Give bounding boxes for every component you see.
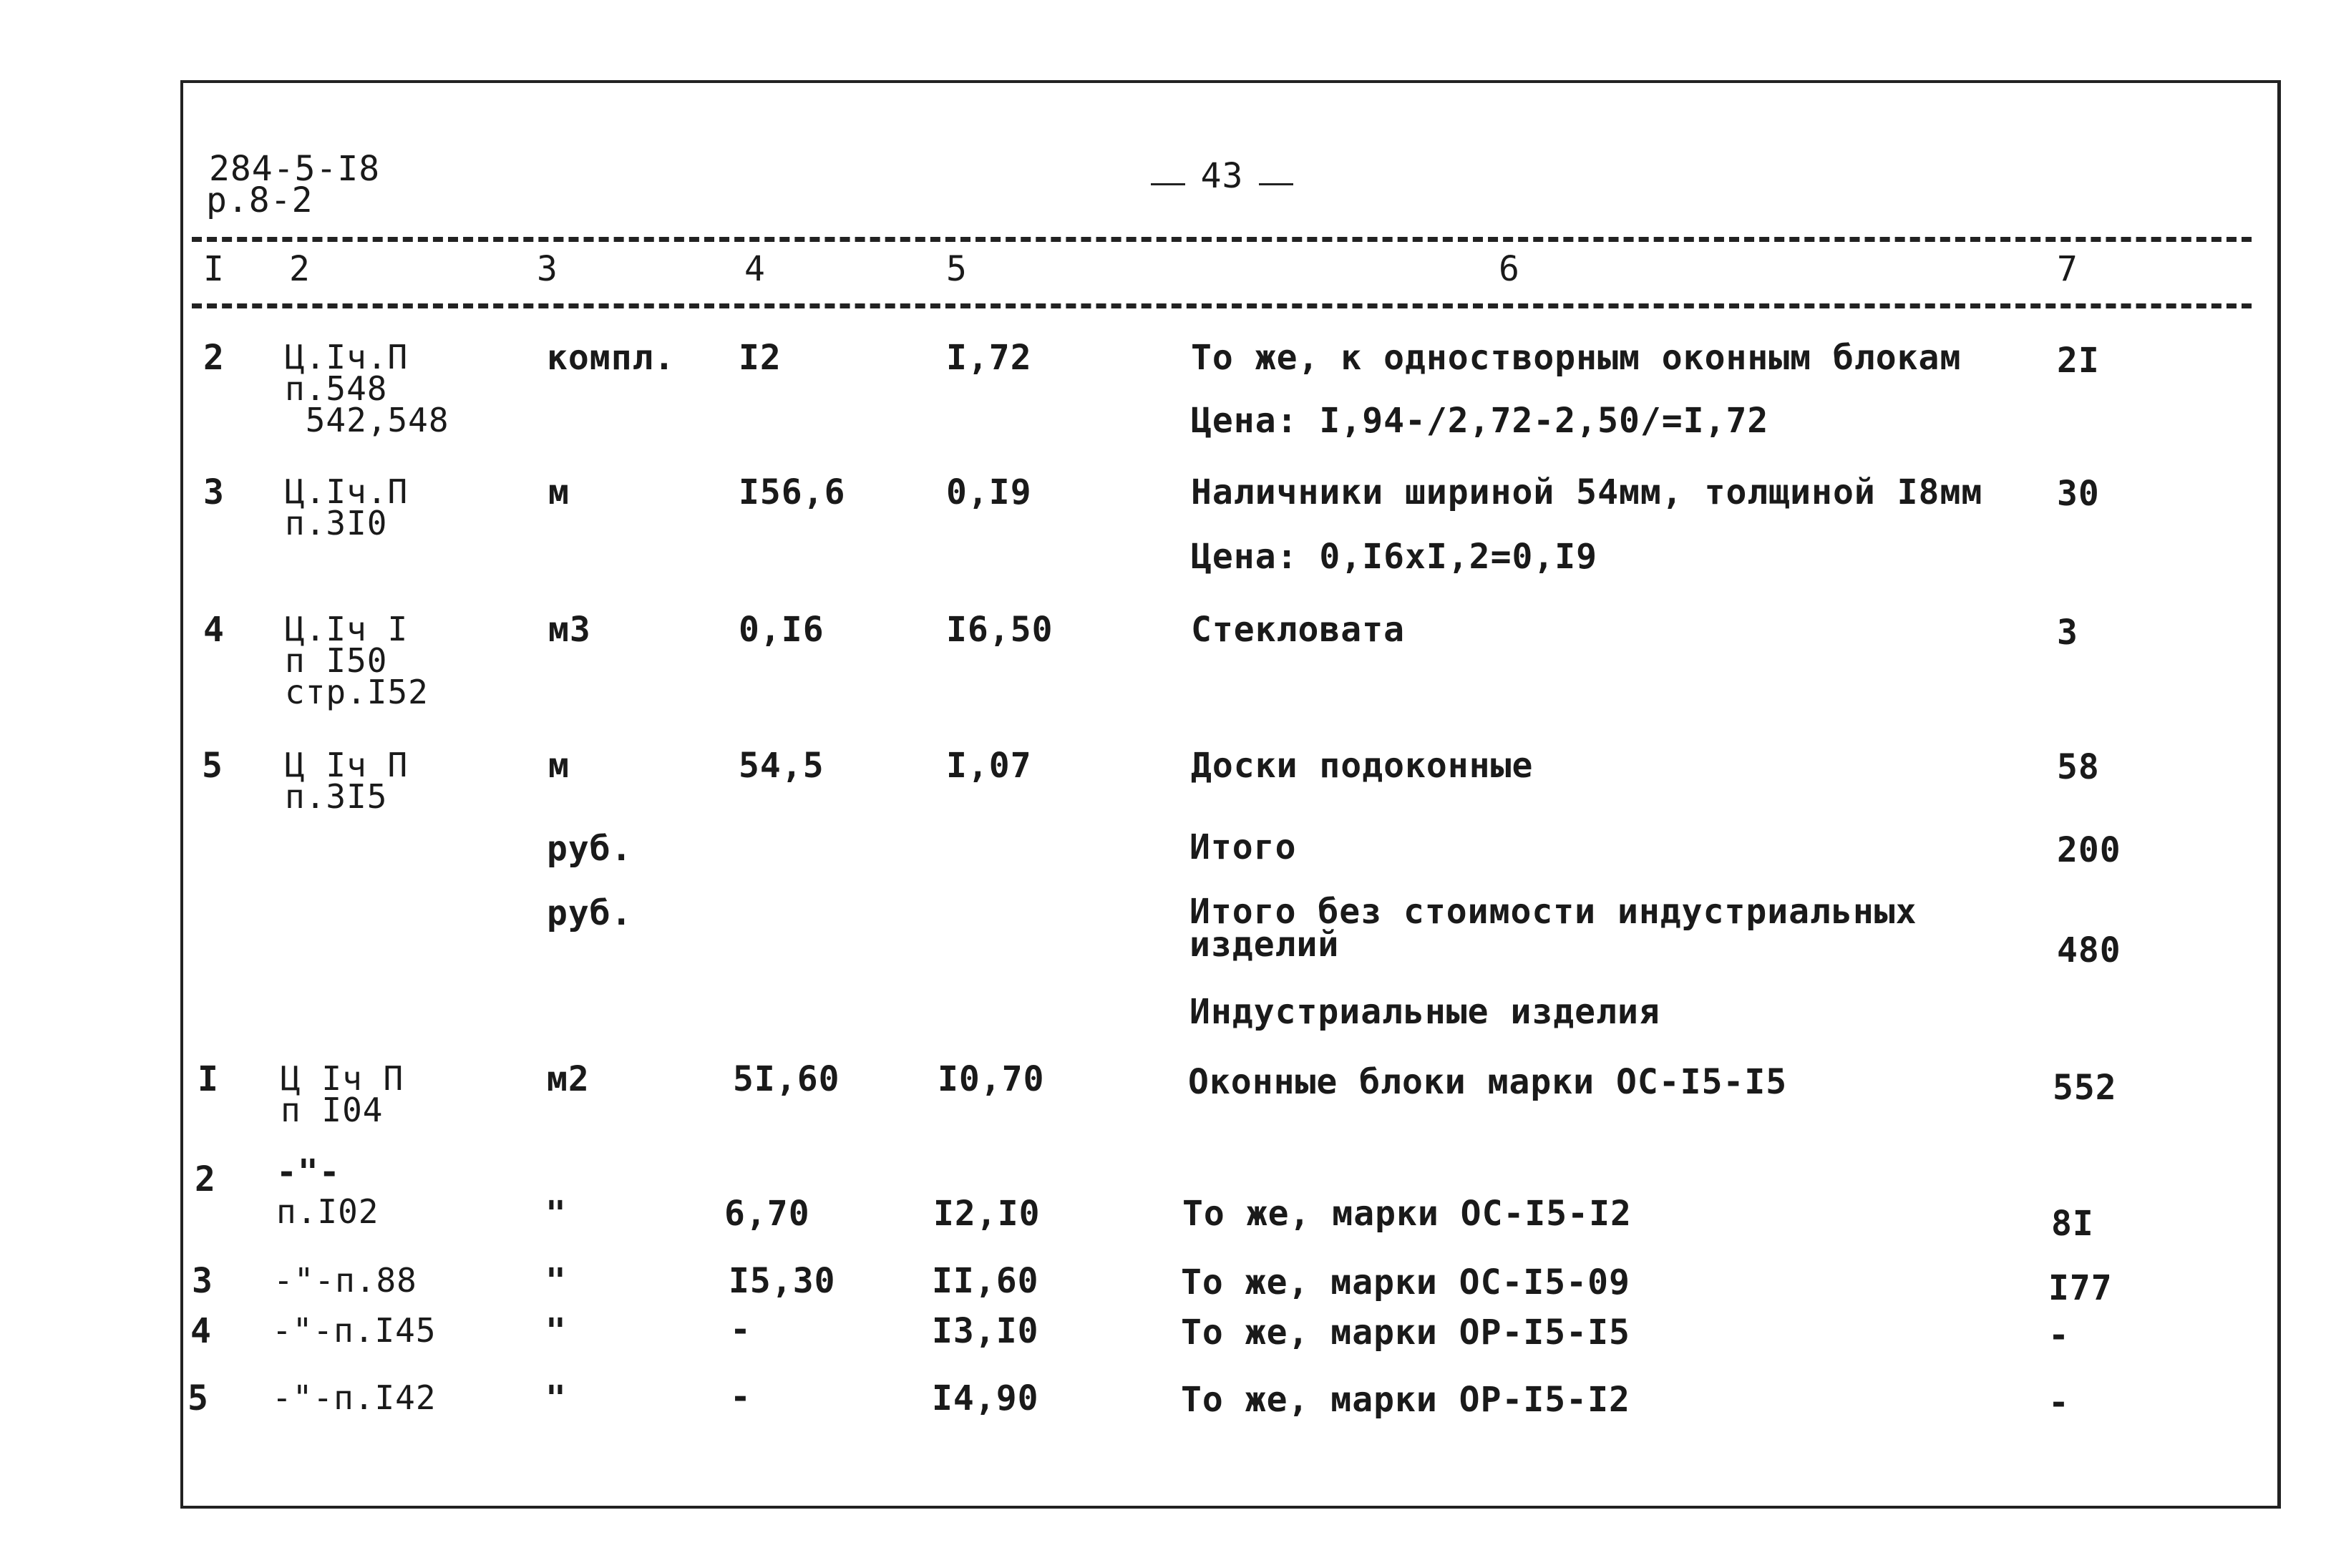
cell-unit: " bbox=[545, 1378, 567, 1418]
cell-unit: м bbox=[548, 472, 570, 512]
cell-total: 30 bbox=[2057, 474, 2100, 514]
col-header-3: 3 bbox=[537, 249, 558, 289]
cell-total: 3 bbox=[2057, 613, 2078, 653]
cell-desc: То же, марки ОР-I5-I5 bbox=[1181, 1313, 1630, 1353]
cell-unit: " bbox=[545, 1311, 567, 1351]
cell-ref: стр.I52 bbox=[285, 673, 429, 711]
col-header-5: 5 bbox=[946, 249, 968, 289]
doc-part: р.8-2 bbox=[206, 180, 313, 220]
cell-unit: м2 bbox=[547, 1059, 590, 1099]
cell-price: I2,I0 bbox=[933, 1194, 1041, 1234]
col-header-4: 4 bbox=[744, 249, 766, 289]
cell-ref: Ц Iч П bbox=[285, 746, 409, 784]
cell-unit: компл. bbox=[547, 338, 676, 378]
cell-qty: I2 bbox=[739, 338, 782, 378]
cell-ref: 542,548 bbox=[285, 401, 449, 439]
cell-total: 200 bbox=[2057, 830, 2121, 870]
doc-code: 284-5-I8 bbox=[209, 149, 381, 189]
header-rule-top bbox=[192, 237, 2252, 242]
cell-price: I0,70 bbox=[938, 1059, 1045, 1099]
cell-unit: м3 bbox=[548, 610, 591, 650]
cell-num: 5 bbox=[202, 746, 223, 786]
cell-num: 5 bbox=[188, 1378, 209, 1418]
page-number-block bbox=[1151, 156, 1293, 196]
cell-ref: п.548 bbox=[285, 369, 388, 408]
cell-num: 2 bbox=[195, 1159, 216, 1199]
cell-desc: Доски подоконные bbox=[1191, 746, 1534, 786]
cell-qty: - bbox=[730, 1310, 751, 1350]
cell-ref: Ц Iч П bbox=[281, 1059, 404, 1098]
cell-qty: 0,I6 bbox=[739, 610, 824, 650]
cell-num: 3 bbox=[203, 472, 225, 512]
cell-desc: То же, марки ОР-I5-I2 bbox=[1181, 1380, 1630, 1420]
cell-price: I,72 bbox=[946, 338, 1032, 378]
cell-ref: Ц.Iч.П bbox=[285, 338, 409, 376]
col-header-6: 6 bbox=[1499, 249, 1520, 289]
dash-right bbox=[1259, 183, 1293, 185]
cell-total: - bbox=[2048, 1383, 2070, 1423]
cell-price: I3,I0 bbox=[932, 1311, 1039, 1351]
cell-unit: " bbox=[545, 1261, 567, 1301]
cell-ref: -"-п.I42 bbox=[272, 1378, 437, 1417]
cell-ref: п.3I0 bbox=[285, 504, 388, 542]
cell-desc: То же, марки ОС-I5-09 bbox=[1181, 1262, 1630, 1302]
section-heading: Индустриальные изделия bbox=[1189, 992, 1660, 1032]
cell-price: I6,50 bbox=[946, 610, 1053, 650]
cell-desc: Цена: 0,I6xI,2=0,I9 bbox=[1191, 537, 1598, 577]
cell-price: II,60 bbox=[932, 1261, 1039, 1301]
col-header-1: I bbox=[203, 249, 225, 289]
cell-qty: 6,70 bbox=[724, 1194, 810, 1234]
cell-ref: -"-п.88 bbox=[273, 1261, 417, 1300]
cell-desc: Оконные блоки марки ОС-I5-I5 bbox=[1188, 1062, 1788, 1102]
cell-unit: " bbox=[545, 1194, 567, 1234]
cell-desc: изделий bbox=[1189, 925, 1340, 965]
cell-price: I,07 bbox=[946, 746, 1032, 786]
cell-ref: п I04 bbox=[281, 1091, 384, 1129]
cell-total: I77 bbox=[2048, 1268, 2113, 1308]
cell-num: 4 bbox=[190, 1311, 212, 1351]
cell-desc: Стекловата bbox=[1191, 610, 1405, 650]
cell-qty: I56,6 bbox=[739, 472, 846, 512]
cell-total: 8I bbox=[2051, 1204, 2094, 1244]
cell-ref: -"-п.I45 bbox=[272, 1311, 437, 1350]
cell-ref: п.I02 bbox=[276, 1192, 379, 1231]
cell-price: I4,90 bbox=[932, 1378, 1039, 1418]
cell-num: 4 bbox=[203, 610, 225, 650]
cell-total: 2I bbox=[2057, 341, 2100, 381]
cell-qty: 5I,60 bbox=[733, 1059, 840, 1099]
cell-num: I bbox=[198, 1059, 219, 1099]
col-header-2: 2 bbox=[289, 249, 311, 289]
cell-num: 2 bbox=[203, 338, 225, 378]
cell-num: 3 bbox=[192, 1261, 213, 1301]
cell-qty: 54,5 bbox=[739, 746, 824, 786]
cell-ref: -"- bbox=[276, 1152, 341, 1192]
cell-unit: м bbox=[548, 746, 570, 786]
col-header-7: 7 bbox=[2057, 249, 2078, 289]
cell-unit: руб. bbox=[547, 829, 633, 869]
cell-desc: Итого bbox=[1189, 827, 1297, 867]
cell-price: 0,I9 bbox=[946, 472, 1032, 512]
page-number: 43 bbox=[1200, 156, 1244, 196]
cell-qty: I5,30 bbox=[729, 1261, 836, 1301]
cell-desc: Цена: I,94-/2,72-2,50/=I,72 bbox=[1191, 401, 1769, 441]
header-rule-bottom bbox=[192, 303, 2252, 308]
cell-ref: Ц.Iч I bbox=[285, 610, 409, 648]
cell-total: 58 bbox=[2057, 747, 2100, 787]
cell-total: - bbox=[2048, 1315, 2070, 1355]
cell-unit: руб. bbox=[547, 893, 633, 933]
cell-desc: Итого без стоимости индустриальных bbox=[1189, 892, 1917, 932]
cell-desc: То же, марки ОС-I5-I2 bbox=[1182, 1194, 1632, 1234]
cell-ref: Ц.Iч.П bbox=[285, 472, 409, 511]
dash-left bbox=[1151, 183, 1185, 185]
cell-desc: То же, к одностворным оконным блокам bbox=[1191, 338, 1962, 378]
cell-total: 480 bbox=[2057, 930, 2121, 970]
cell-ref: п I50 bbox=[285, 641, 388, 680]
cell-ref: п.3I5 bbox=[285, 777, 388, 816]
cell-qty: - bbox=[730, 1377, 751, 1417]
cell-total: 552 bbox=[2053, 1068, 2117, 1108]
cell-desc: Наличники шириной 54мм, толщиной I8мм bbox=[1191, 472, 1983, 512]
